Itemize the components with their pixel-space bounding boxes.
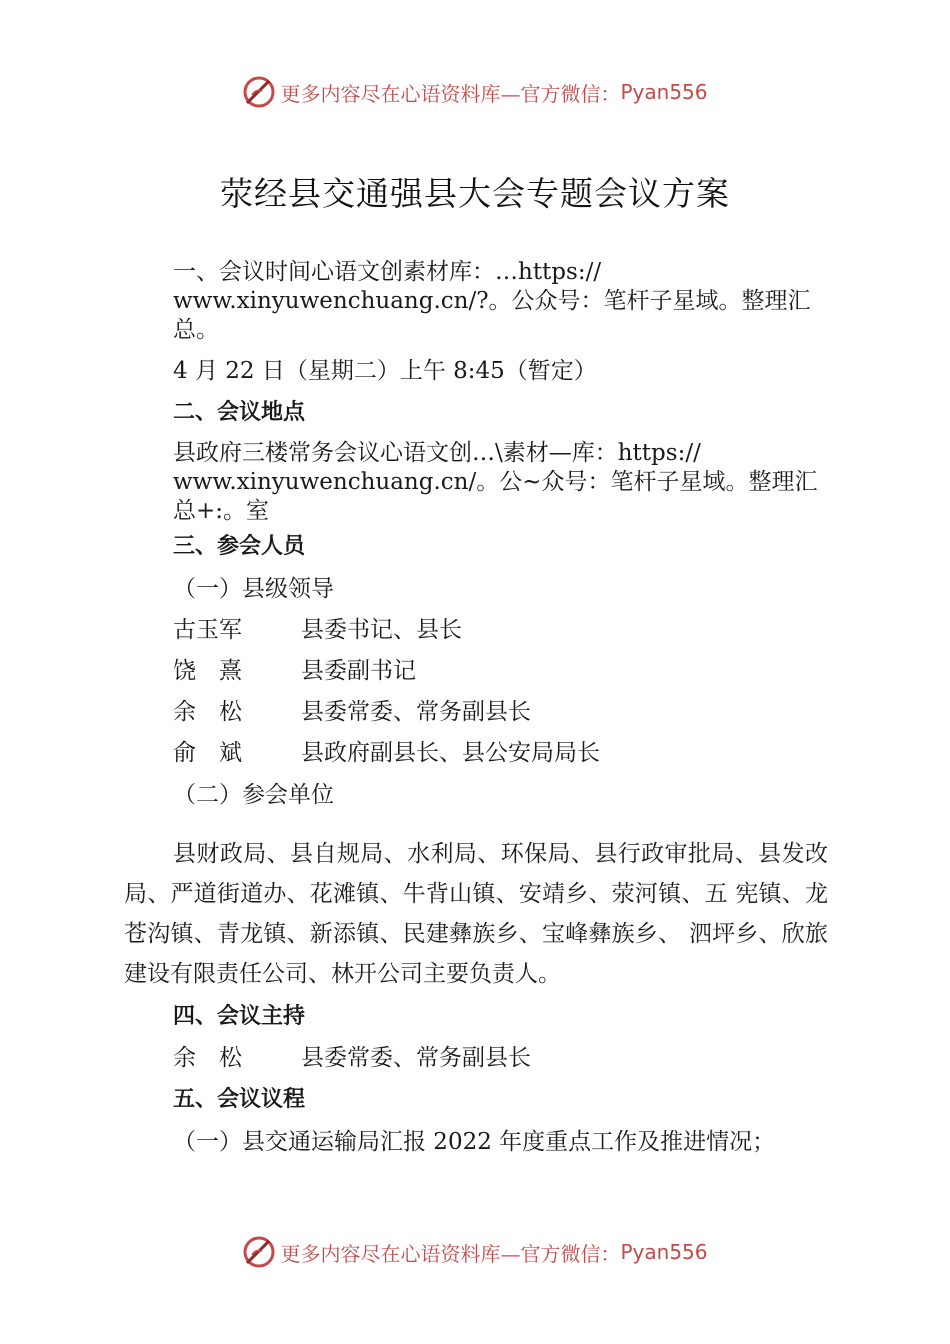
meeting-time-value: 4 月 22 日（星期二）上午 8:45（暂定） <box>173 358 597 384</box>
leader-name: 古玉军 <box>173 617 242 643</box>
meeting-time-heading: 一、会议时间心语文创素材库：…https:// www.xinyuwenchuang.cn/?。公众号：笔杆子星域。整理汇总。 <box>173 259 811 343</box>
document-body-lower <box>173 996 833 1163</box>
document-title: 荥经县交通强县大会专题会议方案 <box>220 174 730 213</box>
agenda-heading: 五、会议议程 <box>173 1087 306 1112</box>
leader-row <box>173 692 833 733</box>
attendees-heading: 三、参会人员 <box>173 534 306 559</box>
host-heading: 四、会议主持 <box>173 1004 306 1029</box>
leader-name: 饶 熹 <box>173 658 242 684</box>
agenda-item: （一）县交通运输局汇报 2022 年度重点工作及推进情况； <box>173 1129 776 1155</box>
units-subheading: （二）参会单位 <box>173 782 334 808</box>
host-row <box>173 1038 833 1079</box>
footer-watermark <box>0 1232 950 1272</box>
header-watermark <box>0 72 950 112</box>
host-role: 县委常委、常务副县长 <box>301 1045 531 1071</box>
leader-row <box>173 610 833 651</box>
host-name: 余 松 <box>173 1045 242 1071</box>
leader-name: 余 松 <box>173 699 242 725</box>
units-paragraph: 县财政局、县自规局、水利局、环保局、县行政审批局、县发改局、严道街道办、花滩镇、牛背山镇、安靖乡、荥河镇、五 宪镇、龙苍沟镇、青龙镇、新添镇、民建彝族乡、宝峰彝族乡、 泗坪乡、欣旅建设有限责任公司、林开公司主要负责人。 <box>124 841 828 987</box>
footer-watermark-wechat: Pyan556 <box>620 1240 708 1264</box>
pen-logo-icon <box>242 1235 276 1269</box>
meeting-place-heading: 二、会议地点 <box>173 400 306 425</box>
leader-row <box>173 651 833 692</box>
leader-role: 县委书记、县长 <box>301 617 462 643</box>
leader-role: 县政府副县长、县公安局局长 <box>301 740 600 766</box>
pen-logo-icon <box>242 75 276 109</box>
document-body <box>173 258 833 816</box>
leader-name: 俞 斌 <box>173 740 242 766</box>
header-watermark-wechat: Pyan556 <box>620 80 708 104</box>
leader-row <box>173 733 833 774</box>
leaders-subheading: （一）县级领导 <box>173 576 334 602</box>
leader-role: 县委副书记 <box>301 658 416 684</box>
meeting-place-value: 县政府三楼常务会议心语文创…\素材—库：https:// www.xinyuwenchuang.cn/。公~众号：笔杆子星域。整理汇总+:。室 <box>173 440 818 524</box>
leader-role: 县委常委、常务副县长 <box>301 699 531 725</box>
footer-watermark-text: 更多内容尽在心语资料库—官方微信： <box>280 1241 621 1266</box>
header-watermark-text: 更多内容尽在心语资料库—官方微信： <box>280 81 621 106</box>
